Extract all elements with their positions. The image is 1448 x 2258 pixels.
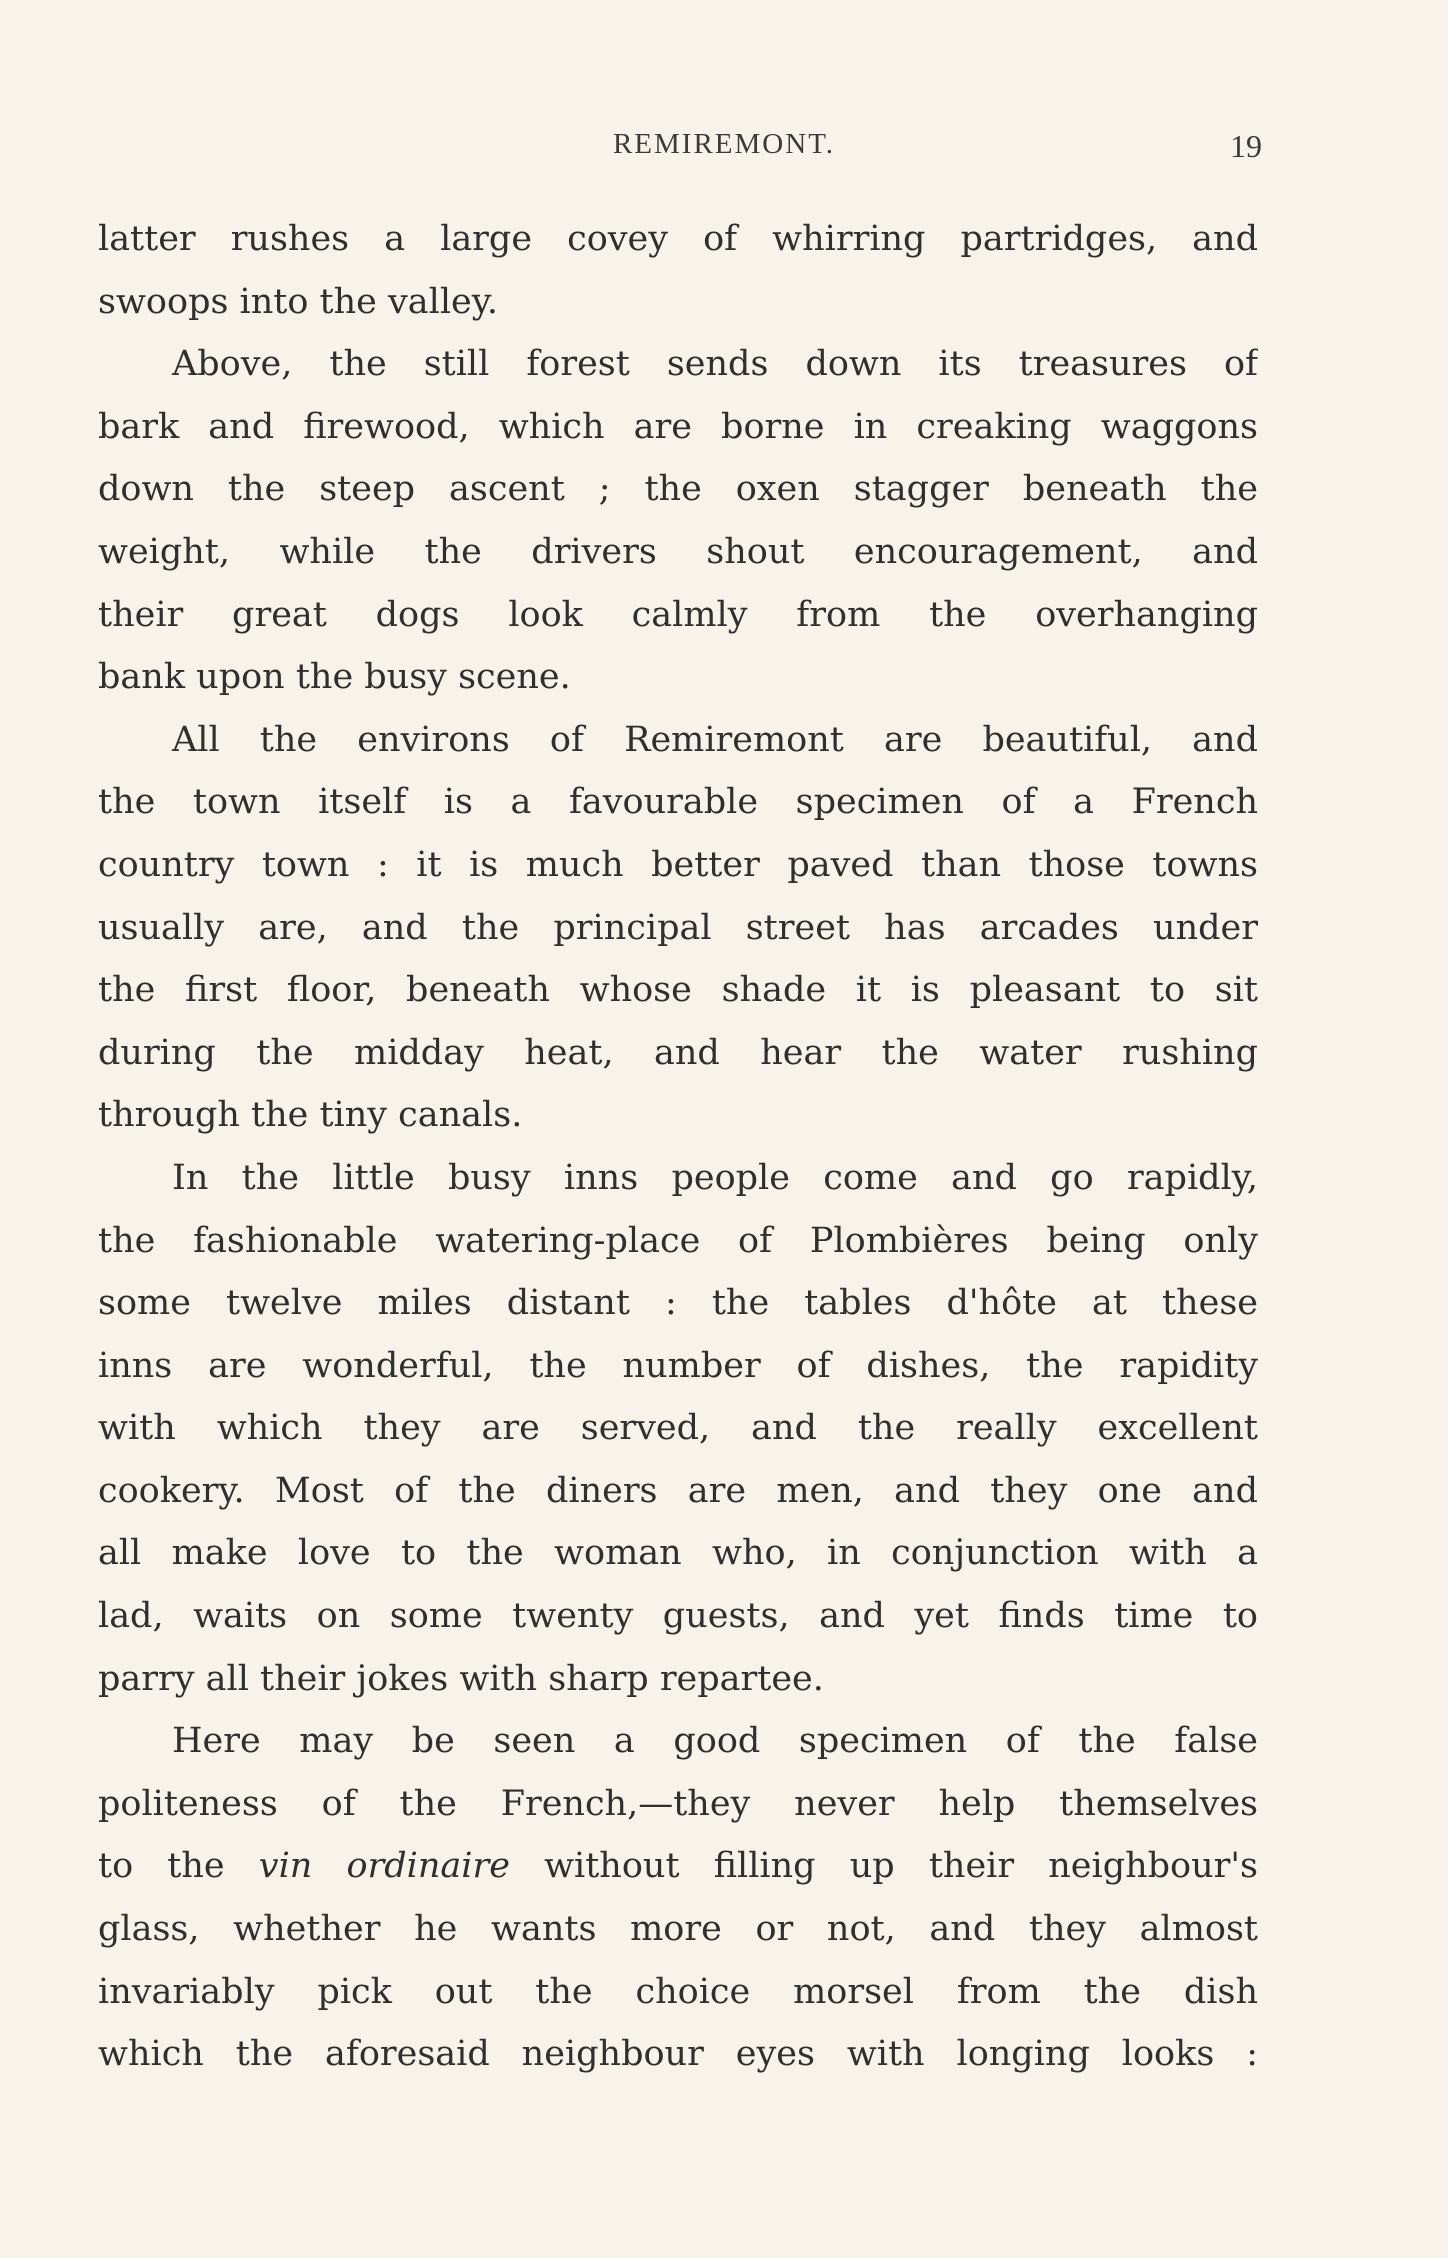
body-text: [98, 208, 1258, 2086]
text-line: inns are wonderful, the number of dishes, the rapidity: [98, 1345, 1258, 1386]
running-title: REMIREMONT.: [612, 128, 836, 160]
text-line: parry all their jokes with sharp repartee.: [98, 1658, 824, 1699]
text-line: which the aforesaid neighbour eyes with longing looks :: [98, 2034, 1258, 2075]
text-line: invariably pick out the choice morsel from the dish: [98, 1971, 1258, 2012]
text-line: down the steep ascent ; the oxen stagger beneath the: [98, 469, 1258, 510]
text-line: the first floor, beneath whose shade it is pleasant to sit: [98, 970, 1258, 1011]
text-line: Here may be seen a good specimen of the false: [172, 1721, 1258, 1762]
text-segment: without filling up their neighbour's: [509, 1846, 1258, 1887]
text-segment: to the: [98, 1846, 259, 1887]
text-line: swoops into the valley.: [98, 281, 498, 322]
text-line: usually are, and the principal street has arcades under: [98, 907, 1258, 948]
text-line: their great dogs look calmly from the overhanging: [98, 594, 1258, 635]
text-line: bank upon the busy scene.: [98, 657, 571, 698]
text-line: lad, waits on some twenty guests, and yet finds time to: [98, 1596, 1258, 1637]
text-line: weight, while the drivers shout encouragement, and: [98, 531, 1258, 572]
text-line: All the environs of Remiremont are beautiful, and: [172, 719, 1258, 760]
text-line: all make love to the woman who, in conjunction with a: [98, 1533, 1258, 1574]
text-line: Above, the still forest sends down its treasures of: [172, 344, 1258, 385]
running-head: [0, 128, 1448, 168]
text-line: latter rushes a large covey of whirring partridges, and: [98, 219, 1258, 259]
text-line: the town itself is a favourable specimen of a French: [98, 782, 1258, 823]
text-line: politeness of the French,—they never help themselves: [98, 1783, 1258, 1824]
text-line: glass, whether he wants more or not, and they almost: [98, 1909, 1258, 1950]
text-line: the fashionable watering-place of Plombières being only: [98, 1220, 1258, 1261]
text-line: cookery. Most of the diners are men, and they one and: [98, 1470, 1258, 1511]
text-line: In the little busy inns people come and go rapidly,: [172, 1157, 1258, 1198]
text-line: during the midday heat, and hear the water rushing: [98, 1032, 1258, 1073]
text-line: some twelve miles distant : the tables d'hôte at these: [98, 1283, 1258, 1324]
text-line: bark and firewood, which are borne in creaking waggons: [98, 406, 1258, 447]
italic-phrase: vin ordinaire: [258, 1846, 510, 1887]
page-number: 19: [1230, 128, 1262, 164]
text-line: through the tiny canals.: [98, 1095, 523, 1136]
text-line: country town : it is much better paved than those towns: [98, 844, 1258, 885]
text-line-with-italic: [98, 1835, 1258, 1898]
text-line: with which they are served, and the really excellent: [98, 1408, 1258, 1449]
